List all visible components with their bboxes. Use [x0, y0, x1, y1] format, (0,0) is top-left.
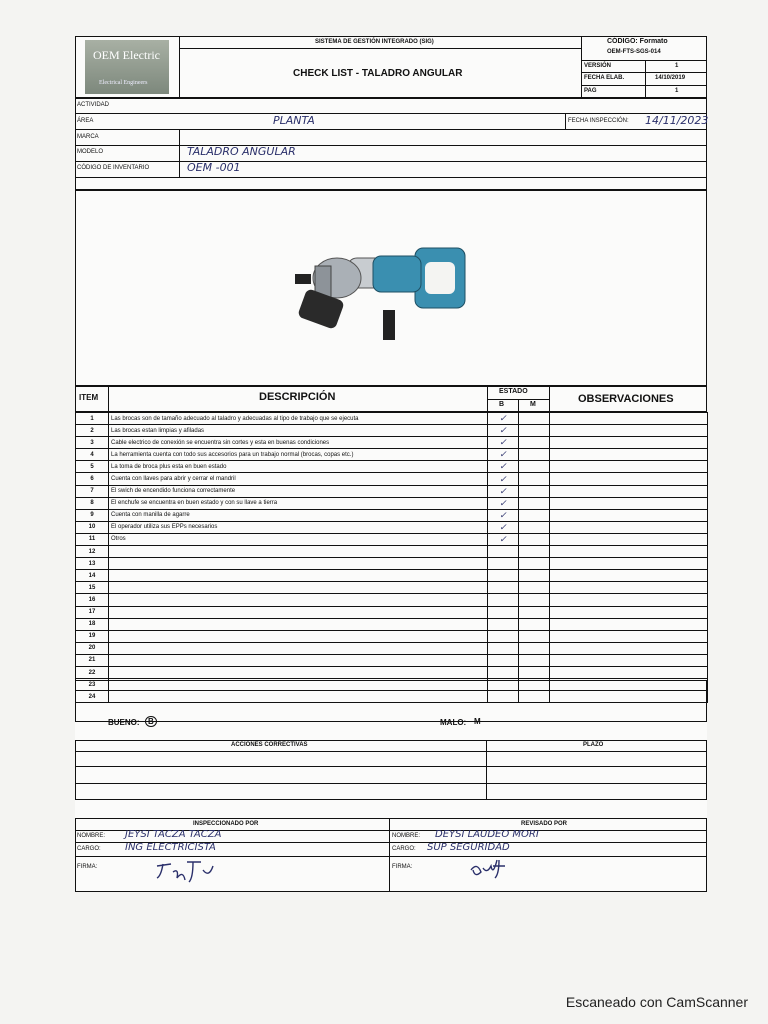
item-description: Las brocas estan limpias y afiladas: [109, 425, 488, 437]
header-block: [75, 36, 707, 98]
item-number: 1: [76, 413, 109, 425]
table-row: [76, 594, 708, 606]
estado-m-cell: [519, 558, 550, 570]
estado-m-cell: [519, 437, 550, 449]
observaciones-cell: [550, 666, 708, 678]
fecha-elab-value: 14/10/2019: [655, 75, 686, 81]
item-number: 14: [76, 570, 109, 582]
estado-b-cell: [488, 594, 519, 606]
estado-b-cell: ✓: [488, 449, 519, 461]
observaciones-col-header: OBSERVACIONES: [578, 393, 674, 405]
item-description: [109, 594, 488, 606]
estado-m-cell: [519, 666, 550, 678]
observaciones-cell: [550, 618, 708, 630]
item-description: Cuenta con manilla de agarre: [109, 509, 488, 521]
item-description: [109, 558, 488, 570]
item-description: [109, 618, 488, 630]
estado-m-cell: [519, 594, 550, 606]
malo-label: MALO:: [440, 718, 467, 727]
right-cargo-label: CARGO:: [392, 846, 416, 852]
item-number: 2: [76, 425, 109, 437]
observaciones-cell: [550, 509, 708, 521]
observaciones-cell: [550, 473, 708, 485]
table-row: [76, 473, 708, 485]
estado-b-cell: [488, 558, 519, 570]
estado-b-cell: [488, 606, 519, 618]
item-number: 13: [76, 558, 109, 570]
item-description: Las brocas son de tamaño adecuado al taladro y adecuadas al tipo de trabajo que se ejecuta: [109, 413, 488, 425]
item-description: [109, 654, 488, 666]
logo-title: OEM Electric: [93, 48, 160, 62]
table-row: [76, 642, 708, 654]
observaciones-cell: [550, 642, 708, 654]
table-row: [76, 497, 708, 509]
item-number: 3: [76, 437, 109, 449]
observaciones-cell: [550, 497, 708, 509]
estado-m-cell: [519, 425, 550, 437]
codigo-inventario-value: OEM -001: [187, 161, 241, 174]
items-table: [75, 412, 708, 703]
estado-m-cell: [519, 642, 550, 654]
table-row: [76, 521, 708, 533]
item-number: 23: [76, 679, 109, 691]
right-firma-label: FIRMA:: [392, 864, 413, 870]
table-row: [76, 485, 708, 497]
bueno-mark: B: [145, 716, 157, 727]
code-value: OEM-FTS-SGS-014: [607, 49, 661, 55]
fecha-inspeccion-label: FECHA INSPECCIÓN:: [568, 118, 629, 124]
actividad-label: ACTIVIDAD: [77, 102, 110, 108]
item-number: 21: [76, 654, 109, 666]
table-row: [76, 654, 708, 666]
estado-b-cell: ✓: [488, 485, 519, 497]
table-row: [76, 533, 708, 545]
estado-b-cell: [488, 654, 519, 666]
item-number: 11: [76, 533, 109, 545]
descripcion-col-header: DESCRIPCIÓN: [259, 391, 336, 403]
camscanner-footer: Escaneado con CamScanner: [565, 994, 748, 1010]
item-number: 7: [76, 485, 109, 497]
item-number: 9: [76, 509, 109, 521]
area-value: PLANTA: [273, 114, 315, 127]
item-number: 18: [76, 618, 109, 630]
revisado-label: REVISADO POR: [521, 821, 568, 827]
observaciones-cell: [550, 485, 708, 497]
acciones-block: [75, 740, 707, 800]
table-row: [76, 618, 708, 630]
item-description: [109, 666, 488, 678]
observaciones-cell: [550, 630, 708, 642]
estado-m-cell: [519, 461, 550, 473]
left-nombre-label: NOMBRE:: [77, 833, 106, 839]
estado-b-cell: ✓: [488, 521, 519, 533]
item-number: 15: [76, 582, 109, 594]
version-label: VERSIÓN: [584, 63, 612, 69]
table-row: [76, 558, 708, 570]
estado-m-cell: [519, 654, 550, 666]
item-number: 12: [76, 546, 109, 558]
observaciones-cell: [550, 533, 708, 545]
estado-m-cell: [519, 449, 550, 461]
item-number: 16: [76, 594, 109, 606]
item-number: 8: [76, 497, 109, 509]
table-row: [76, 461, 708, 473]
item-description: Cable electrico de conexión se encuentra sin cortes y esta en buenas condiciones: [109, 437, 488, 449]
item-number: 10: [76, 521, 109, 533]
item-description: El enchufe se encuentra en buen estado y con su llave a tierra: [109, 497, 488, 509]
estado-b-header: B: [499, 401, 505, 408]
item-number: 19: [76, 630, 109, 642]
left-firma-label: FIRMA:: [77, 864, 98, 870]
table-row: [76, 546, 708, 558]
observaciones-cell: [550, 546, 708, 558]
observaciones-cell: [550, 654, 708, 666]
estado-m-header: M: [530, 401, 536, 408]
estado-b-cell: ✓: [488, 509, 519, 521]
item-description: La herramienta cuenta con todo sus accesorios para un trabajo normal (brocas, copas etc.): [109, 449, 488, 461]
estado-b-cell: [488, 570, 519, 582]
estado-m-cell: [519, 413, 550, 425]
left-nombre-value: JEYSI TACZA TACZA: [125, 829, 222, 840]
code-label: CÓDIGO: Formato: [607, 38, 668, 45]
item-description: El operador utiliza sus EPPs necesarios: [109, 521, 488, 533]
estado-m-cell: [519, 485, 550, 497]
table-row: [76, 413, 708, 425]
pag-label: PAG: [584, 88, 597, 94]
fecha-inspeccion-value: 14/11/2023: [645, 114, 709, 127]
estado-b-cell: [488, 630, 519, 642]
item-description: [109, 570, 488, 582]
item-description: La toma de broca plus esta en buen estado: [109, 461, 488, 473]
pag-value: 1: [675, 88, 679, 94]
table-row: [76, 437, 708, 449]
estado-m-cell: [519, 582, 550, 594]
estado-b-cell: [488, 546, 519, 558]
item-number: 24: [76, 691, 109, 703]
estado-b-cell: [488, 642, 519, 654]
item-description: [109, 606, 488, 618]
observaciones-cell: [550, 521, 708, 533]
table-row: [76, 425, 708, 437]
marca-label: MARCA: [77, 134, 99, 140]
estado-b-cell: ✓: [488, 497, 519, 509]
estado-b-cell: ✓: [488, 533, 519, 545]
version-value: 1: [675, 63, 679, 69]
estado-b-cell: ✓: [488, 437, 519, 449]
fecha-elab-label: FECHA ELAB.: [584, 75, 625, 81]
item-description: [109, 642, 488, 654]
item-description: El swich de encendido funciona correctamente: [109, 485, 488, 497]
item-number: 22: [76, 666, 109, 678]
observaciones-cell: [550, 425, 708, 437]
observaciones-cell: [550, 582, 708, 594]
system-name: SISTEMA DE GESTIÓN INTEGRADO (SIG): [315, 39, 434, 45]
estado-b-cell: ✓: [488, 413, 519, 425]
left-cargo-value: ING ELECTRICISTA: [125, 842, 216, 853]
item-description: Cuenta con llaves para abrir y cerrar el mandril: [109, 473, 488, 485]
item-description: [109, 630, 488, 642]
acciones-correctivas-label: ACCIONES CORRECTIVAS: [231, 742, 308, 748]
angle-drill-image: [275, 236, 475, 346]
estado-b-cell: [488, 582, 519, 594]
item-number: 6: [76, 473, 109, 485]
malo-mark: M: [474, 717, 481, 726]
observaciones-cell: [550, 570, 708, 582]
estado-b-cell: ✓: [488, 461, 519, 473]
modelo-value: TALADRO ANGULAR: [187, 145, 296, 158]
right-nombre-label: NOMBRE:: [392, 833, 421, 839]
table-row: [76, 582, 708, 594]
item-description: [109, 546, 488, 558]
observaciones-cell: [550, 606, 708, 618]
estado-m-cell: [519, 509, 550, 521]
observaciones-cell: [550, 437, 708, 449]
page-title: CHECK LIST - TALADRO ANGULAR: [293, 68, 463, 79]
observaciones-cell: [550, 594, 708, 606]
table-row: [76, 509, 708, 521]
area-label: ÁREA: [77, 118, 94, 124]
codigo-inventario-label: CÓDIGO DE INVENTARIO: [77, 165, 150, 171]
estado-b-cell: ✓: [488, 425, 519, 437]
table-row: [76, 606, 708, 618]
observaciones-cell: [550, 461, 708, 473]
company-logo: [85, 40, 169, 94]
estado-m-cell: [519, 521, 550, 533]
estado-col-header: ESTADO: [499, 388, 528, 395]
estado-m-cell: [519, 533, 550, 545]
estado-b-cell: ✓: [488, 473, 519, 485]
observaciones-cell: [550, 558, 708, 570]
right-nombre-value: DEYSI LAUDEO MORI: [435, 829, 539, 840]
item-number: 5: [76, 461, 109, 473]
estado-m-cell: [519, 497, 550, 509]
inspeccionado-label: INSPECCIONADO POR: [193, 821, 259, 827]
logo-subtitle: Electrical Engineers: [99, 80, 148, 86]
table-row: [76, 449, 708, 461]
right-signature: [465, 856, 515, 880]
left-cargo-label: CARGO:: [77, 846, 101, 852]
bueno-label: BUENO:: [108, 718, 140, 727]
table-row: [76, 666, 708, 678]
estado-b-cell: [488, 618, 519, 630]
checklist-sheet: [75, 36, 707, 892]
legend-block: [75, 680, 707, 722]
estado-m-cell: [519, 606, 550, 618]
estado-b-cell: [488, 666, 519, 678]
item-description: [109, 582, 488, 594]
item-description: Otros: [109, 533, 488, 545]
item-number: 20: [76, 642, 109, 654]
item-number: 4: [76, 449, 109, 461]
table-row: [76, 570, 708, 582]
estado-m-cell: [519, 473, 550, 485]
estado-m-cell: [519, 570, 550, 582]
observaciones-cell: [550, 413, 708, 425]
modelo-label: MODELO: [77, 149, 104, 155]
observaciones-cell: [550, 449, 708, 461]
left-signature: [153, 858, 223, 884]
item-col-header: ITEM: [79, 393, 99, 402]
table-row: [76, 630, 708, 642]
estado-m-cell: [519, 546, 550, 558]
estado-m-cell: [519, 618, 550, 630]
item-number: 17: [76, 606, 109, 618]
plazo-label: PLAZO: [583, 742, 604, 748]
estado-m-cell: [519, 630, 550, 642]
right-cargo-value: SUP SEGURIDAD: [427, 842, 510, 853]
